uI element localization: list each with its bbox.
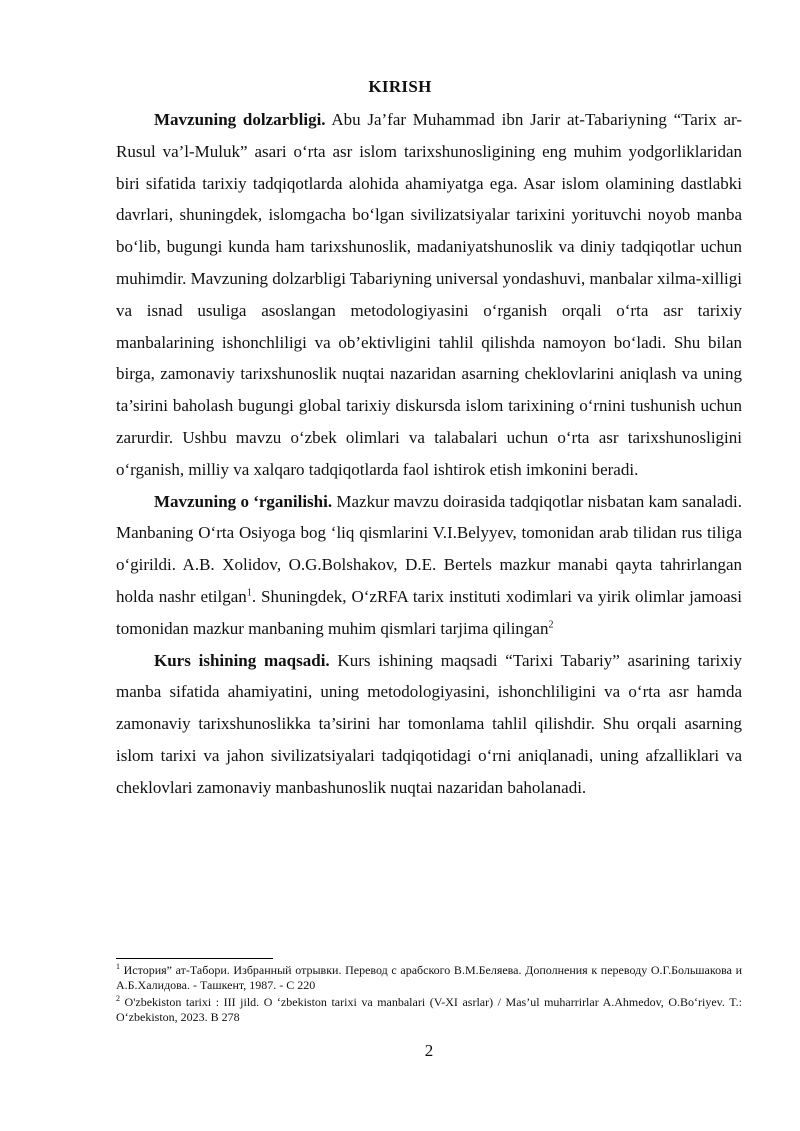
paragraph-text: Abu Ja’far Muhammad ibn Jarir at-Tabariyning “Tarix ar-Rusul va’l-Muluk” asari o‘rta asr islom tarixshunosligining eng muhim yodgorliklaridan biri sifatida tarixiy tadqiqotlarda alohida ahamiyatga ega. Asar islom olamining dastlabki davrlari, shuningdek, islomgacha bo‘lgan sivilizatsiyalar tarixini yorituvchi noyob manba bo‘lib, bugungi kunda ham tarixshunoslik, madaniyatshunoslik va diniy tadqiqotlar uchun muhimdir. Mavzuning dolzarbligi Tabariyning universal yondashuvi, manbalar xilma-xilligi va isnad usuliga asoslangan metodologiyasini o‘rganish orqali o‘rta asr tarixiy manbalarining ishonchliligi va ob’ektivligini tahlil qilishda namoyon bo‘ladi. Shu bilan birga, zamonaviy tarixshunoslik nuqtai nazaridan asarning cheklovlarini aniqlash va uning ta’sirini baholash bugungi global tarixiy diskursda islom tarixining o‘rnini tushunish uchun zarurdir. Ushbu mavzu o‘zbek olimlari va talabalari uchun o‘rta asr tarixshunosligini o‘rganish, milliy va xalqaro tadqiqotlarda faol ishtirok etish imkonini beradi.	[116, 110, 742, 479]
footnotes	[116, 963, 742, 1027]
paragraph-text: Mazkur mavzu doirasida tadqiqotlar nisbatan kam sanaladi. Manbaning O‘rta Osiyoga bog ‘liq qismlarini V.I.Belyyev, tomonidan arab tilidan rus tiliga o‘girildi. A.B. Xolidov, O.G.Bolshakov, D.E. Bertels mazkur manabi qayta tahrirlangan holda nashr etilgan	[116, 491, 742, 606]
paragraph-lead: Mavzuning dolzarbligi.	[154, 110, 326, 129]
footnote-1	[116, 963, 742, 993]
section-heading: KIRISH	[368, 77, 432, 96]
footnote-2	[116, 995, 742, 1025]
paragraph-study-level	[116, 486, 742, 645]
footnote-mark: 2	[116, 994, 120, 1003]
footnote-text: История” ат-Табори. Избранный отрывки. Перевод с арабского В.М.Беляева. Дополнения к переводу О.Г.Большакова и А.Б.Халидова. - Ташкент, 1987. - С 220	[116, 963, 742, 992]
paragraph-text: . Shuningdek, O‘zRFA tarix instituti xodimlari va yirik olimlar jamoasi tomonidan mazkur manbaning muhim qismlari tarjima qilingan	[116, 586, 742, 638]
paragraph-lead: Mavzuning o ‘rganilishi.	[154, 491, 333, 511]
footnote-ref-2[interactable]: 2	[548, 619, 554, 631]
paragraph-lead: Kurs ishining maqsadi.	[154, 650, 330, 670]
paragraph-text: Kurs ishining maqsadi “Tarixi Tabariy” asarining tarixiy manba sifatida ahamiyatini, uning metodologiyasini, ishonchliligini va o‘rta asr hamda zamonaviy tarixshunoslikka ta’sirini har tomonlama tahlil qilishdir. Shu orqali asarning islom tarixi va jahon sivilizatsiyalari tadqiqotidagi o‘rni aniqlanadi, uning afzalliklari va cheklovlari zamonaviy manbashunoslik nuqtai nazaridan baholanadi.	[116, 650, 742, 797]
paragraph-relevance	[116, 104, 742, 486]
footnote-mark: 1	[116, 962, 120, 971]
footnote-separator	[116, 958, 273, 959]
paragraph-goal	[116, 645, 742, 804]
body-text	[116, 104, 742, 804]
footnote-text: O'zbekiston tarixi : III jild. O ‘zbekiston tarixi va manbalari (V-XI asrlar) / Mas’ul muharrirlar A.Ahmedov, O.Bo‘riyev. T.: O‘zbekiston, 2023. B 278	[116, 995, 742, 1024]
page-number: 2	[424, 1041, 434, 1060]
footnote-ref-1[interactable]: 1	[246, 587, 252, 599]
